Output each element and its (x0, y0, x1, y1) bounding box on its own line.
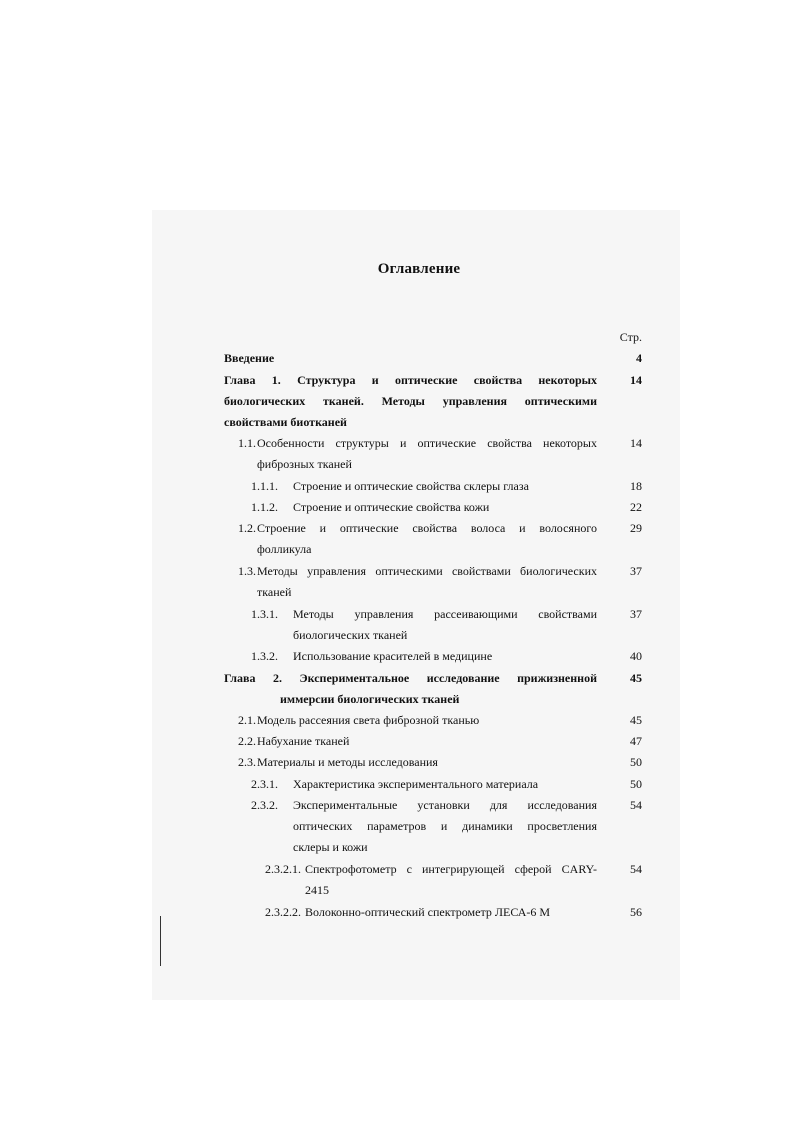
toc-entry-text (305, 859, 597, 880)
toc-entry-text (293, 604, 597, 625)
toc-entry-number: 1.3.2. (251, 649, 278, 663)
toc-entry-number: 2.3.1. (251, 777, 278, 791)
toc-page-number: 14 (630, 436, 642, 450)
toc-page-number: 14 (630, 373, 642, 387)
toc-entry-text (224, 668, 597, 689)
toc-entry-text-last (257, 539, 597, 560)
toc-page-number: 37 (630, 564, 642, 578)
toc-entry-line: Методы управления оптическими свойствами биологических (257, 564, 597, 578)
toc-entry-text (257, 752, 597, 773)
toc-entry-line: Модель рассеяния света фиброзной тканью (257, 713, 480, 727)
toc-entry-text (293, 497, 597, 518)
toc-entry-line: 2415 (305, 883, 329, 897)
toc-entry-text (257, 731, 597, 752)
toc-page-number: 29 (630, 521, 642, 535)
toc-entry-text (293, 476, 597, 497)
scan-margin-mark (160, 916, 161, 966)
toc-entry-number: 2.3.2. (251, 798, 278, 812)
toc-entry-text (257, 710, 597, 731)
toc-page-number: 37 (630, 607, 642, 621)
toc-entry-text-last (293, 625, 597, 646)
toc-entry-number: 1.2. (238, 521, 256, 535)
toc-entry-number: 1.3.1. (251, 607, 278, 621)
toc-entry-line: иммерсии биологических тканей (280, 692, 460, 706)
toc-entry-text-last (224, 412, 597, 433)
toc-entry-number: 2.1. (238, 713, 256, 727)
toc-page-number: 45 (630, 713, 642, 727)
toc-entry-text (224, 370, 597, 412)
toc-page-number: 18 (630, 479, 642, 493)
toc-entry-text (257, 433, 597, 454)
toc-entry-number: 1.3. (238, 564, 256, 578)
toc-entry-text (224, 348, 604, 369)
toc-entry-line: биологических тканей. Методы управления оптическими (224, 394, 597, 408)
toc-entry-line: Набухание тканей (257, 734, 350, 748)
toc-entry-line: биологических тканей (293, 628, 408, 642)
toc-page-number: 50 (630, 777, 642, 791)
toc-entry-line: фолликула (257, 542, 312, 556)
toc-page-number: 40 (630, 649, 642, 663)
toc-entry-text (293, 774, 597, 795)
toc-entry-line: оптических параметров и динамики просветления (293, 819, 597, 833)
toc-entry-line: Строение и оптические свойства кожи (293, 500, 490, 514)
toc-entry-number: 2.3.2.1. (265, 862, 301, 876)
toc-page-number: 54 (630, 862, 642, 876)
toc-page-number: 56 (630, 905, 642, 919)
toc-entry-text-last (280, 689, 597, 710)
toc-entry-line: свойствами биотканей (224, 415, 347, 429)
toc-entry-text (305, 902, 597, 923)
toc-entry-text-last (305, 880, 597, 901)
toc-entry-text-last (257, 582, 597, 603)
toc-page-number: 4 (636, 351, 642, 365)
toc-entry-line: Строение и оптические свойства склеры глаза (293, 479, 529, 493)
toc-entry-line: Введение (224, 351, 275, 365)
toc-entry-line: Глава 1. Структура и оптические свойства некоторых (224, 373, 597, 387)
toc-page-number: 50 (630, 755, 642, 769)
pages-column-header: Стр. (619, 330, 642, 344)
toc-entry-line: Строение и оптические свойства волоса и волосяного (257, 521, 597, 535)
toc-entry-text (293, 646, 597, 667)
toc-page-number: 47 (630, 734, 642, 748)
toc-entry-line: Материалы и методы исследования (257, 755, 438, 769)
toc-entry-text (257, 561, 597, 582)
toc-entry-number: 2.3. (238, 755, 256, 769)
toc-entry-line: тканей (257, 585, 292, 599)
page-title: Оглавление (377, 261, 461, 277)
toc-entry-number: 1.1. (238, 436, 256, 450)
toc-entry-number: 2.3.2.2. (265, 905, 301, 919)
toc-entry-line: Характеристика экспериментального материала (293, 777, 539, 791)
toc-entry-line: Экспериментальные установки для исследования (293, 798, 597, 812)
toc-entry-line: склеры и кожи (293, 840, 368, 854)
toc-entry-text-last (293, 837, 597, 858)
toc-entry-line: Методы управления рассеивающими свойствами (293, 607, 597, 621)
toc-entry-line: Особенности структуры и оптические свойства некоторых (257, 436, 597, 450)
toc-entry-line: Использование красителей в медицине (293, 649, 493, 663)
toc-page-number: 22 (630, 500, 642, 514)
toc-entry-text (293, 795, 597, 837)
toc-entry-number: 1.1.2. (251, 500, 278, 514)
toc-entry-line: фиброзных тканей (257, 457, 352, 471)
toc-entry-number: 2.2. (238, 734, 256, 748)
toc-entry-number: 1.1.1. (251, 479, 278, 493)
toc-entry-text-last (257, 454, 597, 475)
toc-page-number: 45 (630, 671, 642, 685)
toc-entry-line: Глава 2. Экспериментальное исследование прижизненной (224, 671, 597, 685)
toc-entry-line: Спектрофотометр с интегрирующей сферой CARY- (305, 862, 597, 876)
toc-entry-line: Волоконно-оптический спектрометр ЛЕСА-6 М (305, 905, 551, 919)
toc-entry-text (257, 518, 597, 539)
toc-page-number: 54 (630, 798, 642, 812)
